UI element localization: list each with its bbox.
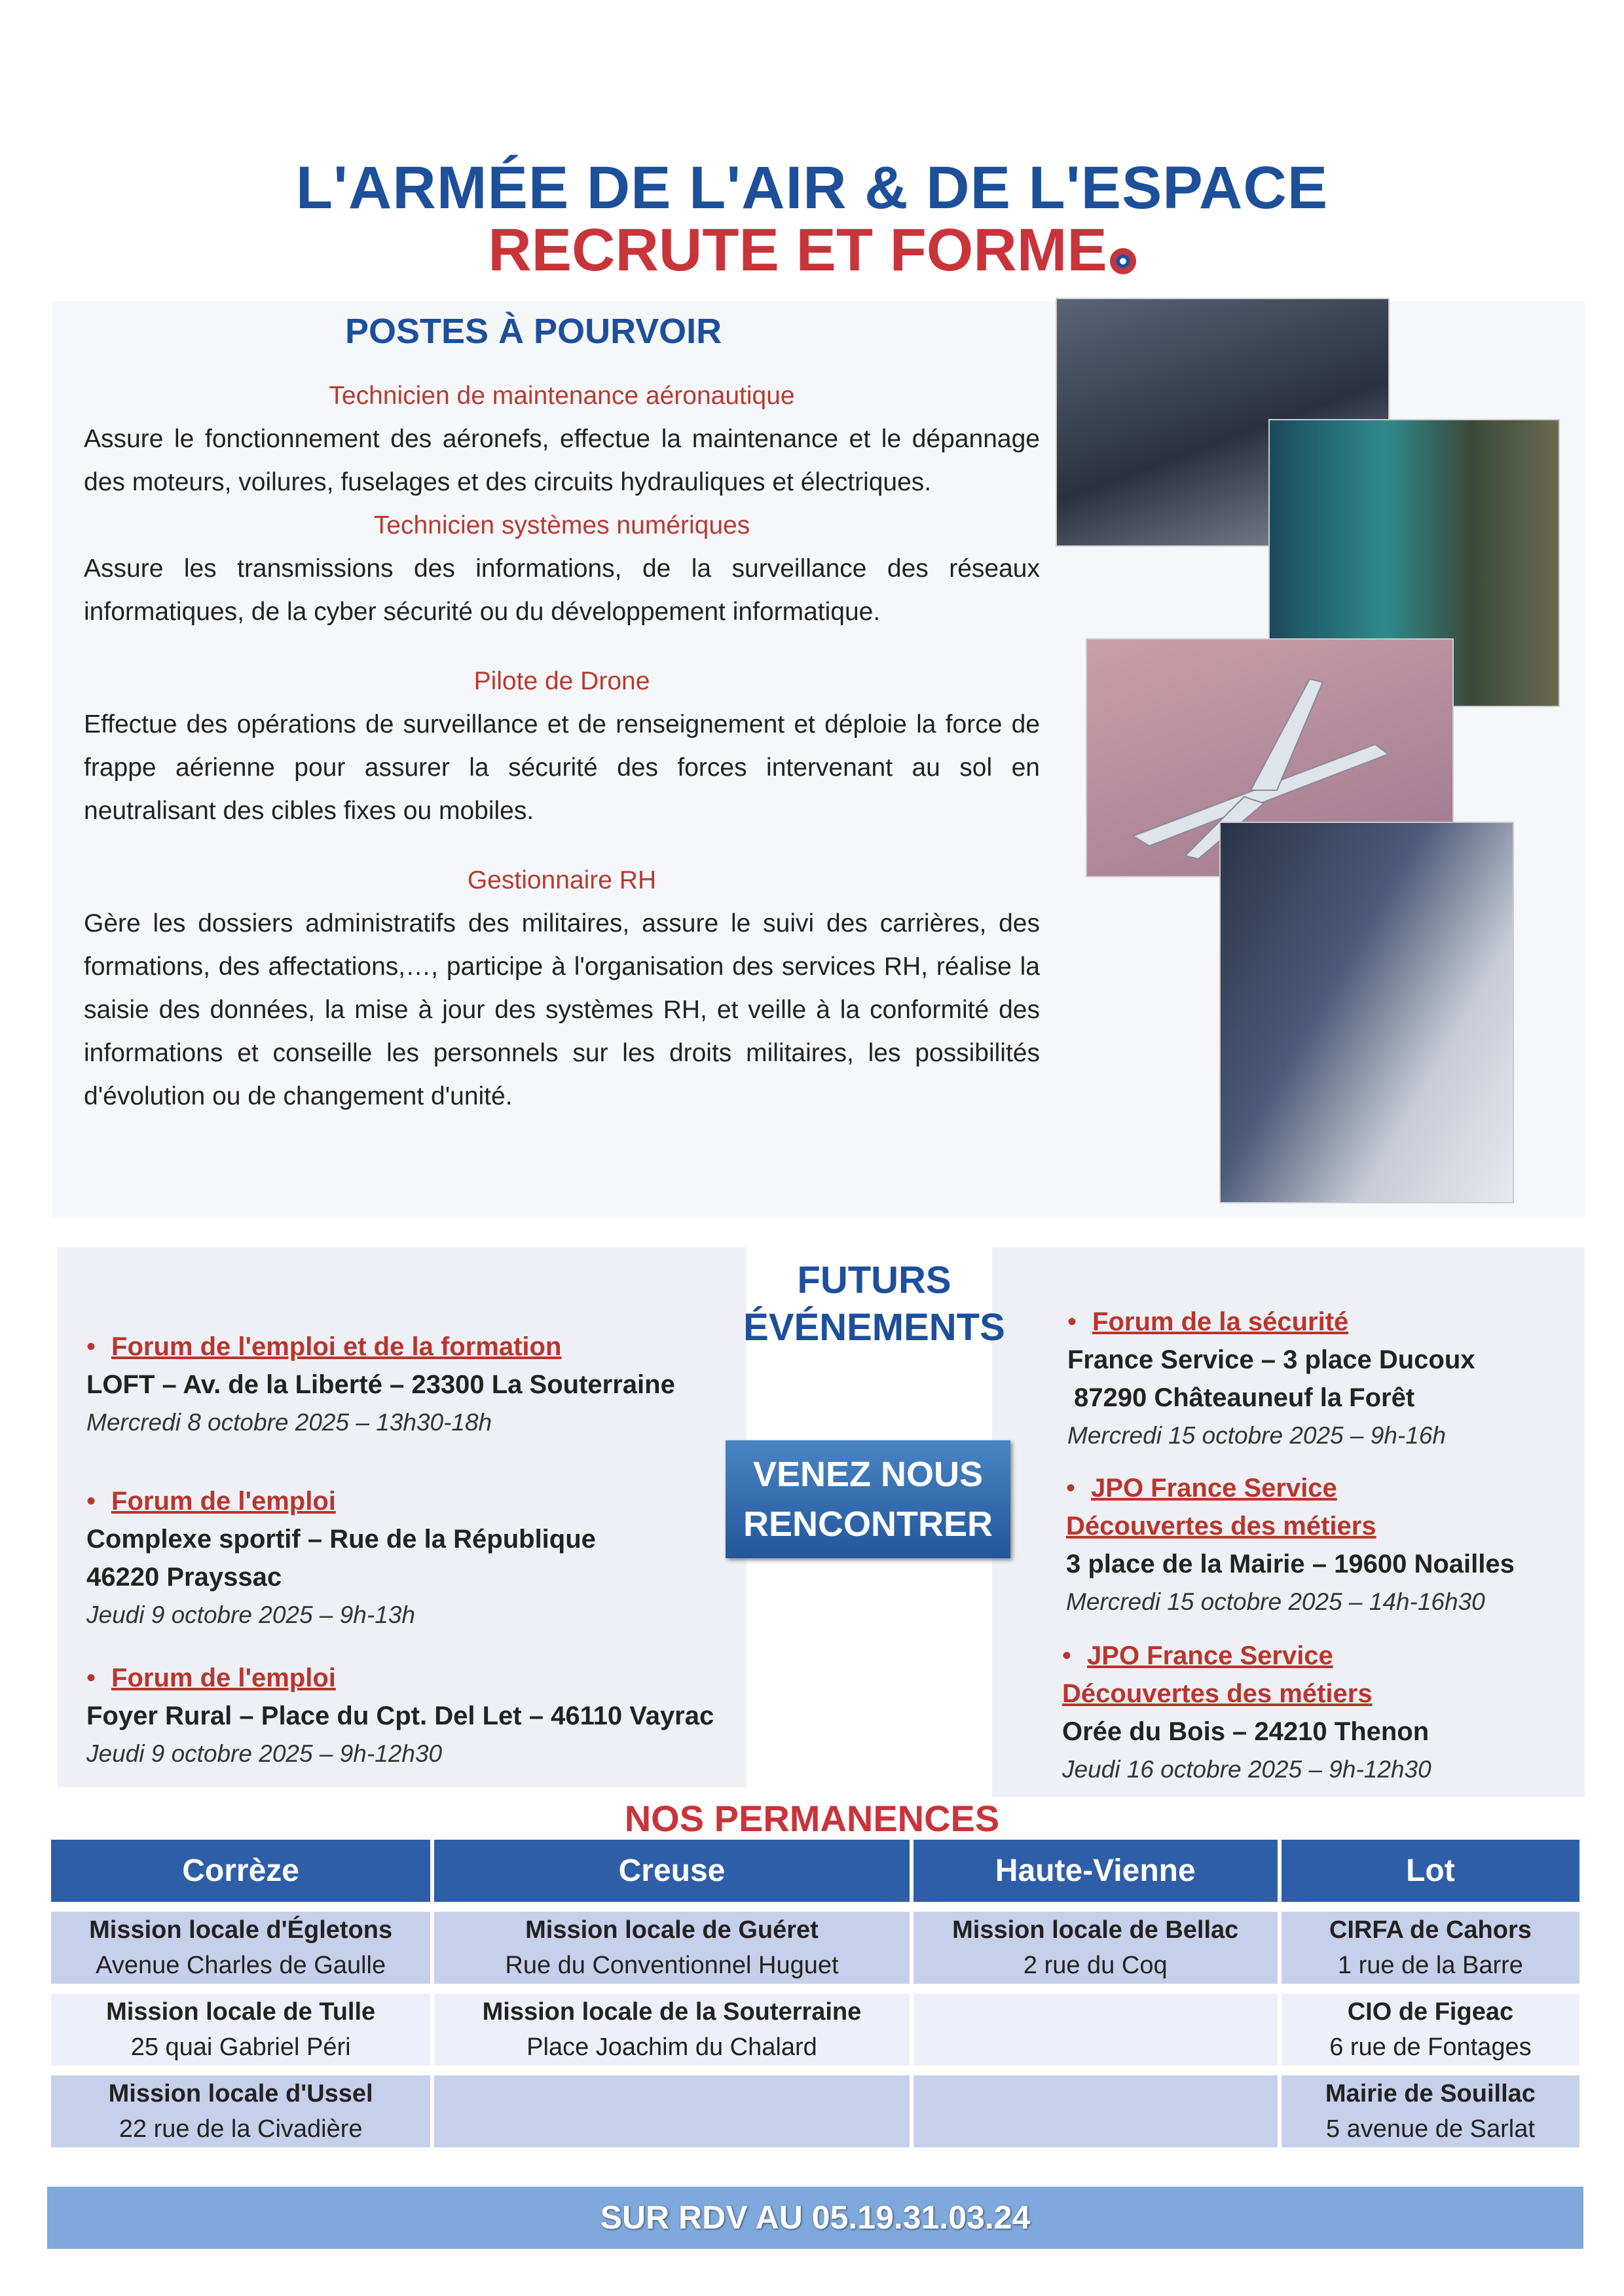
bullet: • xyxy=(1067,1307,1077,1336)
table-cell xyxy=(434,1984,909,2066)
roundel-icon xyxy=(1110,248,1136,274)
table-cell xyxy=(51,1984,430,2066)
event-address: 46220 Prayssac xyxy=(86,1563,282,1592)
event-item xyxy=(86,1328,675,1442)
office-address: 6 rue de Fontages xyxy=(1329,2033,1532,2061)
postes-heading: POSTES À POURVOIR xyxy=(345,312,722,351)
office-address: Place Joachim du Chalard xyxy=(526,2033,817,2061)
table-cell xyxy=(913,2066,1278,2147)
title-line1: L'ARMÉE DE L'AIR & DE L'ESPACE xyxy=(295,155,1329,221)
office-name: Mission locale d'Égletons xyxy=(89,1916,393,1944)
table-cell xyxy=(51,1902,430,1984)
events-heading-1: FUTURS xyxy=(797,1259,951,1302)
event-address: Complexe sportif – Rue de la République xyxy=(86,1525,596,1554)
office-name: Mission locale de la Souterraine xyxy=(482,1998,862,2026)
event-address: France Service – 3 place Ducoux xyxy=(1067,1345,1475,1374)
event-title[interactable]: Forum de l'emploi et de la formation xyxy=(111,1332,562,1361)
office-address: Avenue Charles de Gaulle xyxy=(96,1952,386,1979)
cta-line2: RENCONTRER xyxy=(743,1504,993,1544)
table-row xyxy=(51,1984,1579,2066)
table-header-row xyxy=(51,1840,1579,1902)
event-title[interactable]: JPO France Service xyxy=(1087,1641,1333,1670)
office-address: 5 avenue de Sarlat xyxy=(1325,2115,1535,2143)
events-heading xyxy=(717,1257,1031,1351)
table-cell xyxy=(913,1902,1278,1984)
office-address: Rue du Conventionnel Huguet xyxy=(505,1952,839,1979)
event-title[interactable]: JPO France Service xyxy=(1091,1474,1337,1503)
office-name: Mission locale de Tulle xyxy=(106,1998,376,2026)
bullet: • xyxy=(1062,1641,1072,1670)
office-address: 1 rue de la Barre xyxy=(1337,1952,1523,1979)
bullet: • xyxy=(1066,1474,1076,1503)
job-desc: Assure les transmissions des informations, de la surveillance des réseaux informatiques, de la cyber sécurité ou du développement informatique. xyxy=(84,555,1040,626)
office-name: Mission locale de Guéret xyxy=(525,1916,819,1944)
event-title[interactable]: Forum de l'emploi xyxy=(111,1664,336,1692)
column-header: Corrèze xyxy=(51,1840,430,1902)
office-name: Mairie de Souillac xyxy=(1325,2080,1536,2107)
event-address: 87290 Châteauneuf la Forêt xyxy=(1074,1383,1415,1412)
table-cell xyxy=(434,1902,909,1984)
office-name: CIO de Figeac xyxy=(1347,1998,1514,2026)
office-name: Mission locale d'Ussel xyxy=(108,2080,373,2107)
event-date: Mercredi 15 octobre 2025 – 14h-16h30 xyxy=(1066,1588,1485,1615)
bullet: • xyxy=(86,1487,96,1516)
event-item xyxy=(1066,1469,1515,1621)
cta-line1: VENEZ NOUS xyxy=(752,1455,984,1494)
photo-operator-screens xyxy=(1219,822,1514,1203)
office-address: 2 rue du Coq xyxy=(1023,1952,1168,1979)
column-header: Creuse xyxy=(434,1840,909,1902)
event-subtitle[interactable]: Découvertes des métiers xyxy=(1062,1679,1373,1708)
table-cell xyxy=(913,1984,1278,2066)
bullet: • xyxy=(86,1664,96,1692)
job-title: Gestionnaire RH xyxy=(467,866,657,894)
job-title: Technicien systèmes numériques xyxy=(373,511,750,539)
table-row xyxy=(51,1902,1579,1984)
event-address: Orée du Bois – 24210 Thenon xyxy=(1062,1717,1430,1746)
jobs-list xyxy=(84,374,1040,1118)
job-desc: Effectue des opérations de surveillance et de renseignement et déploie la force de frappe aérienne pour assurer la sécurité des forces intervenant au sol en neutralisant des cibles fixes ou mobiles. xyxy=(84,710,1040,825)
title-line2-text: RECRUTE ET FORME xyxy=(488,217,1107,283)
table-row xyxy=(51,2066,1579,2147)
table-cell xyxy=(1282,2066,1579,2147)
table-cell xyxy=(434,2066,909,2147)
table-cell xyxy=(51,2066,430,2147)
event-item xyxy=(1062,1637,1431,1789)
permanences-heading: NOS PERMANENCES xyxy=(624,1798,1000,1839)
event-date: Mercredi 8 octobre 2025 – 13h30-18h xyxy=(86,1409,492,1436)
event-item xyxy=(86,1482,596,1634)
office-address: 22 rue de la Civadière xyxy=(119,2115,363,2143)
rdv-phone-footer: SUR RDV AU 05.19.31.03.24 xyxy=(47,2187,1583,2249)
venez-nous-rencontrer-banner xyxy=(726,1440,1010,1558)
event-title[interactable]: Forum de la sécurité xyxy=(1092,1307,1349,1336)
job-title: Technicien de maintenance aéronautique xyxy=(329,382,795,410)
table-cell xyxy=(1282,1902,1579,1984)
office-name: CIRFA de Cahors xyxy=(1329,1916,1532,1944)
event-date: Jeudi 9 octobre 2025 – 9h-13h xyxy=(86,1601,415,1628)
event-item xyxy=(1067,1303,1475,1455)
event-address: LOFT – Av. de la Liberté – 23300 La Souterraine xyxy=(86,1370,675,1399)
event-address: 3 place de la Mairie – 19600 Noailles xyxy=(1066,1550,1515,1578)
table-cell xyxy=(1282,1984,1579,2066)
bullet: • xyxy=(86,1332,96,1361)
job-desc: Gère les dossiers administratifs des militaires, assure le suivi des carrières, des formations, des affectations,…, participe à l'organisation des services RH, réalise la saisie des données, la mise à jour des systèmes RH, et veille à la conformité des informations et conseille les personnels sur les droits militaires, les possibilités d'évolution ou de changement d'unité. xyxy=(84,909,1040,1110)
column-header: Lot xyxy=(1282,1840,1579,1902)
column-header: Haute-Vienne xyxy=(913,1840,1278,1902)
events-heading-2: ÉVÉNEMENTS xyxy=(743,1306,1005,1349)
event-item xyxy=(86,1659,714,1773)
office-address: 25 quai Gabriel Péri xyxy=(130,2033,351,2061)
event-address: Foyer Rural – Place du Cpt. Del Let – 46110 Vayrac xyxy=(86,1702,714,1730)
event-subtitle[interactable]: Découvertes des métiers xyxy=(1066,1512,1376,1540)
event-date: Jeudi 16 octobre 2025 – 9h-12h30 xyxy=(1062,1756,1431,1783)
job-desc: Assure le fonctionnement des aéronefs, effectue la maintenance et le dépannage des moteurs, voilures, fuselages et des circuits hydrauliques et électriques. xyxy=(84,425,1040,496)
event-title[interactable]: Forum de l'emploi xyxy=(111,1487,336,1516)
event-date: Jeudi 9 octobre 2025 – 9h-12h30 xyxy=(86,1740,443,1767)
job-title: Pilote de Drone xyxy=(473,667,650,695)
event-date: Mercredi 15 octobre 2025 – 9h-16h xyxy=(1067,1422,1446,1449)
title-line2 xyxy=(0,216,1624,285)
office-name: Mission locale de Bellac xyxy=(952,1916,1239,1944)
permanences-table xyxy=(47,1840,1583,2147)
